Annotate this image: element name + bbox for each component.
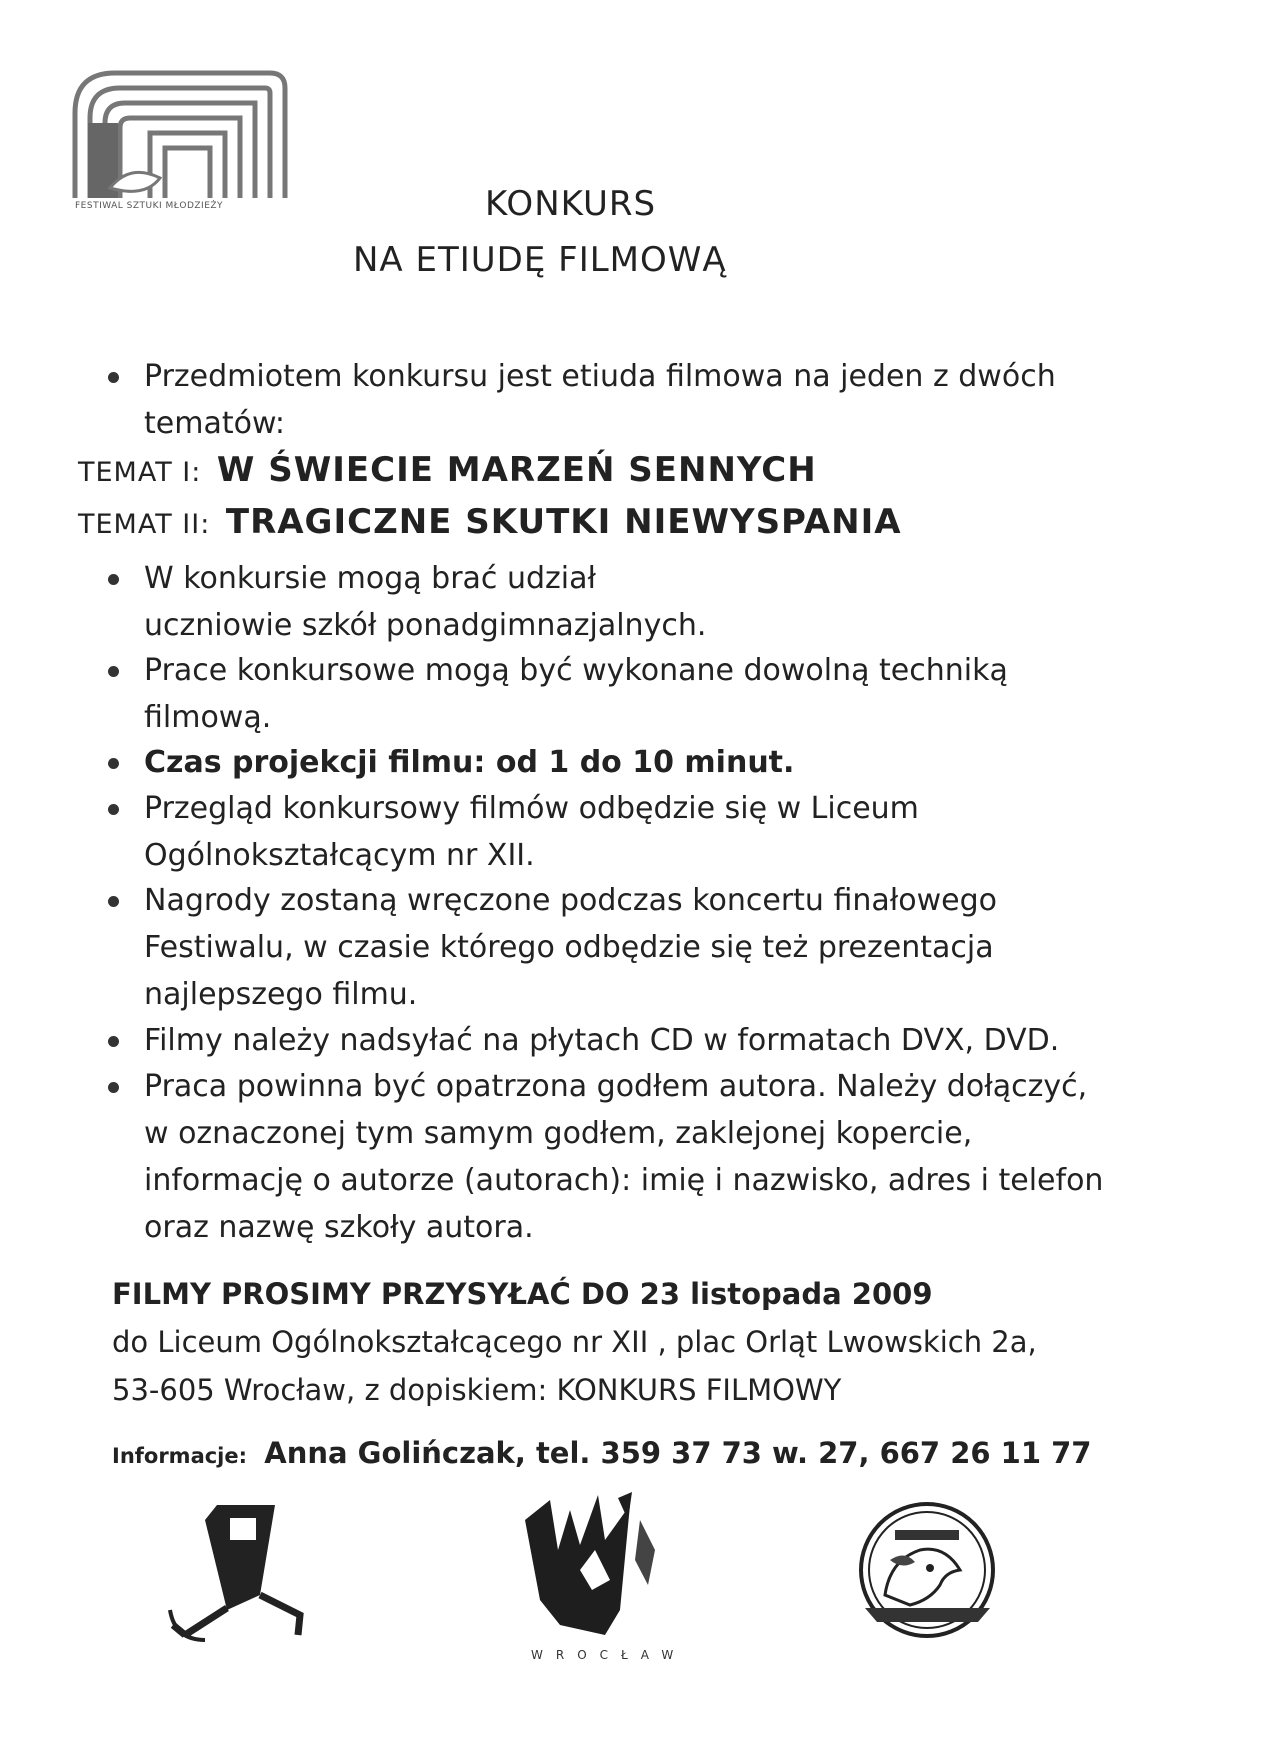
rule-text: Przegląd konkursowy filmów odbędzie się w Liceum Ogólnokształcącym nr XII. bbox=[144, 791, 919, 873]
eagle-school-emblem-icon bbox=[850, 1500, 1005, 1645]
fsm-logo bbox=[70, 68, 290, 218]
rule-item bbox=[108, 877, 1068, 1018]
rule-text: Prace konkursowe mogą być wykonane dowolną techniką filmową. bbox=[144, 653, 1008, 735]
bullet-dot bbox=[108, 896, 119, 907]
deadline-heading: FILMY PROSIMY PRZYSYŁAĆ DO 23 listopada 2009 bbox=[112, 1277, 933, 1311]
bullet-dot bbox=[108, 804, 119, 815]
rule-item bbox=[108, 1017, 1168, 1064]
temat-2 bbox=[78, 502, 902, 542]
title-line-2: NA ETIUDĘ FILMOWĄ bbox=[353, 240, 727, 280]
rule-text: Nagrody zostaną wręczone podczas koncertu finałowego Festiwalu, w czasie którego odbędzie się też prezentacja najlepszego filmu. bbox=[144, 883, 998, 1012]
address-line-1: do Liceum Ogólnokształcącego nr XII , plac Orląt Lwowskich 2a, bbox=[112, 1325, 1037, 1359]
deadline-block bbox=[112, 1270, 1037, 1414]
rule-text: Filmy należy nadsyłać na płytach CD w formatach DVX, DVD. bbox=[144, 1023, 1060, 1058]
fsm-logo-icon bbox=[70, 68, 290, 203]
rule-item bbox=[108, 785, 968, 879]
intro-text: Przedmiotem konkursu jest etiuda filmowa na jeden z dwóch tematów: bbox=[144, 359, 1056, 441]
running-figure-icon bbox=[165, 1500, 355, 1645]
contact-info bbox=[112, 1436, 1091, 1470]
rule-text: Praca powinna być opatrzona godłem autora. Należy dołączyć, w oznaczonej tym samym godłem, zaklejonej kopercie, informację o autorze (autorach): imię i nazwisko, adres i telefon oraz nazwę szkoły autora. bbox=[144, 1069, 1104, 1245]
wroclaw-emblem-icon bbox=[520, 1490, 675, 1640]
rule-item bbox=[108, 647, 1068, 741]
rule-text: W konkursie mogą brać udział uczniowie szkół ponadgimnazjalnych. bbox=[144, 561, 707, 643]
address-line-2: 53-605 Wrocław, z dopiskiem: KONKURS FILMOWY bbox=[112, 1373, 842, 1407]
logo-caption: FESTIWAL SZTUKI MŁODZIEŻY bbox=[75, 201, 224, 211]
bullet-dot bbox=[108, 574, 119, 585]
title-line-1: KONKURS bbox=[485, 184, 657, 224]
rule-item bbox=[108, 739, 1108, 786]
bullet-dot bbox=[108, 1082, 119, 1093]
contact-value: Anna Golińczak, tel. 359 37 73 w. 27, 667 26 11 77 bbox=[264, 1436, 1092, 1470]
temat-1-value: W ŚWIECIE MARZEŃ SENNYCH bbox=[216, 450, 817, 490]
bullet-dot bbox=[108, 1036, 119, 1047]
rule-item bbox=[108, 555, 708, 649]
intro-bullet bbox=[108, 353, 1108, 447]
temat-1 bbox=[78, 450, 817, 490]
bullet-dot bbox=[108, 666, 119, 677]
contact-label: Informacje: bbox=[112, 1444, 248, 1468]
temat-1-label: TEMAT I: bbox=[78, 457, 202, 488]
wroclaw-label: WROCŁAW bbox=[531, 1648, 687, 1662]
temat-2-label: TEMAT II: bbox=[78, 509, 211, 540]
temat-2-value: TRAGICZNE SKUTKI NIEWYSPANIA bbox=[225, 502, 902, 542]
rule-text: Czas projekcji filmu: od 1 do 10 minut. bbox=[144, 745, 795, 780]
bullet-dot bbox=[108, 758, 119, 769]
bullet-dot bbox=[108, 372, 119, 383]
rule-item bbox=[108, 1063, 1108, 1251]
